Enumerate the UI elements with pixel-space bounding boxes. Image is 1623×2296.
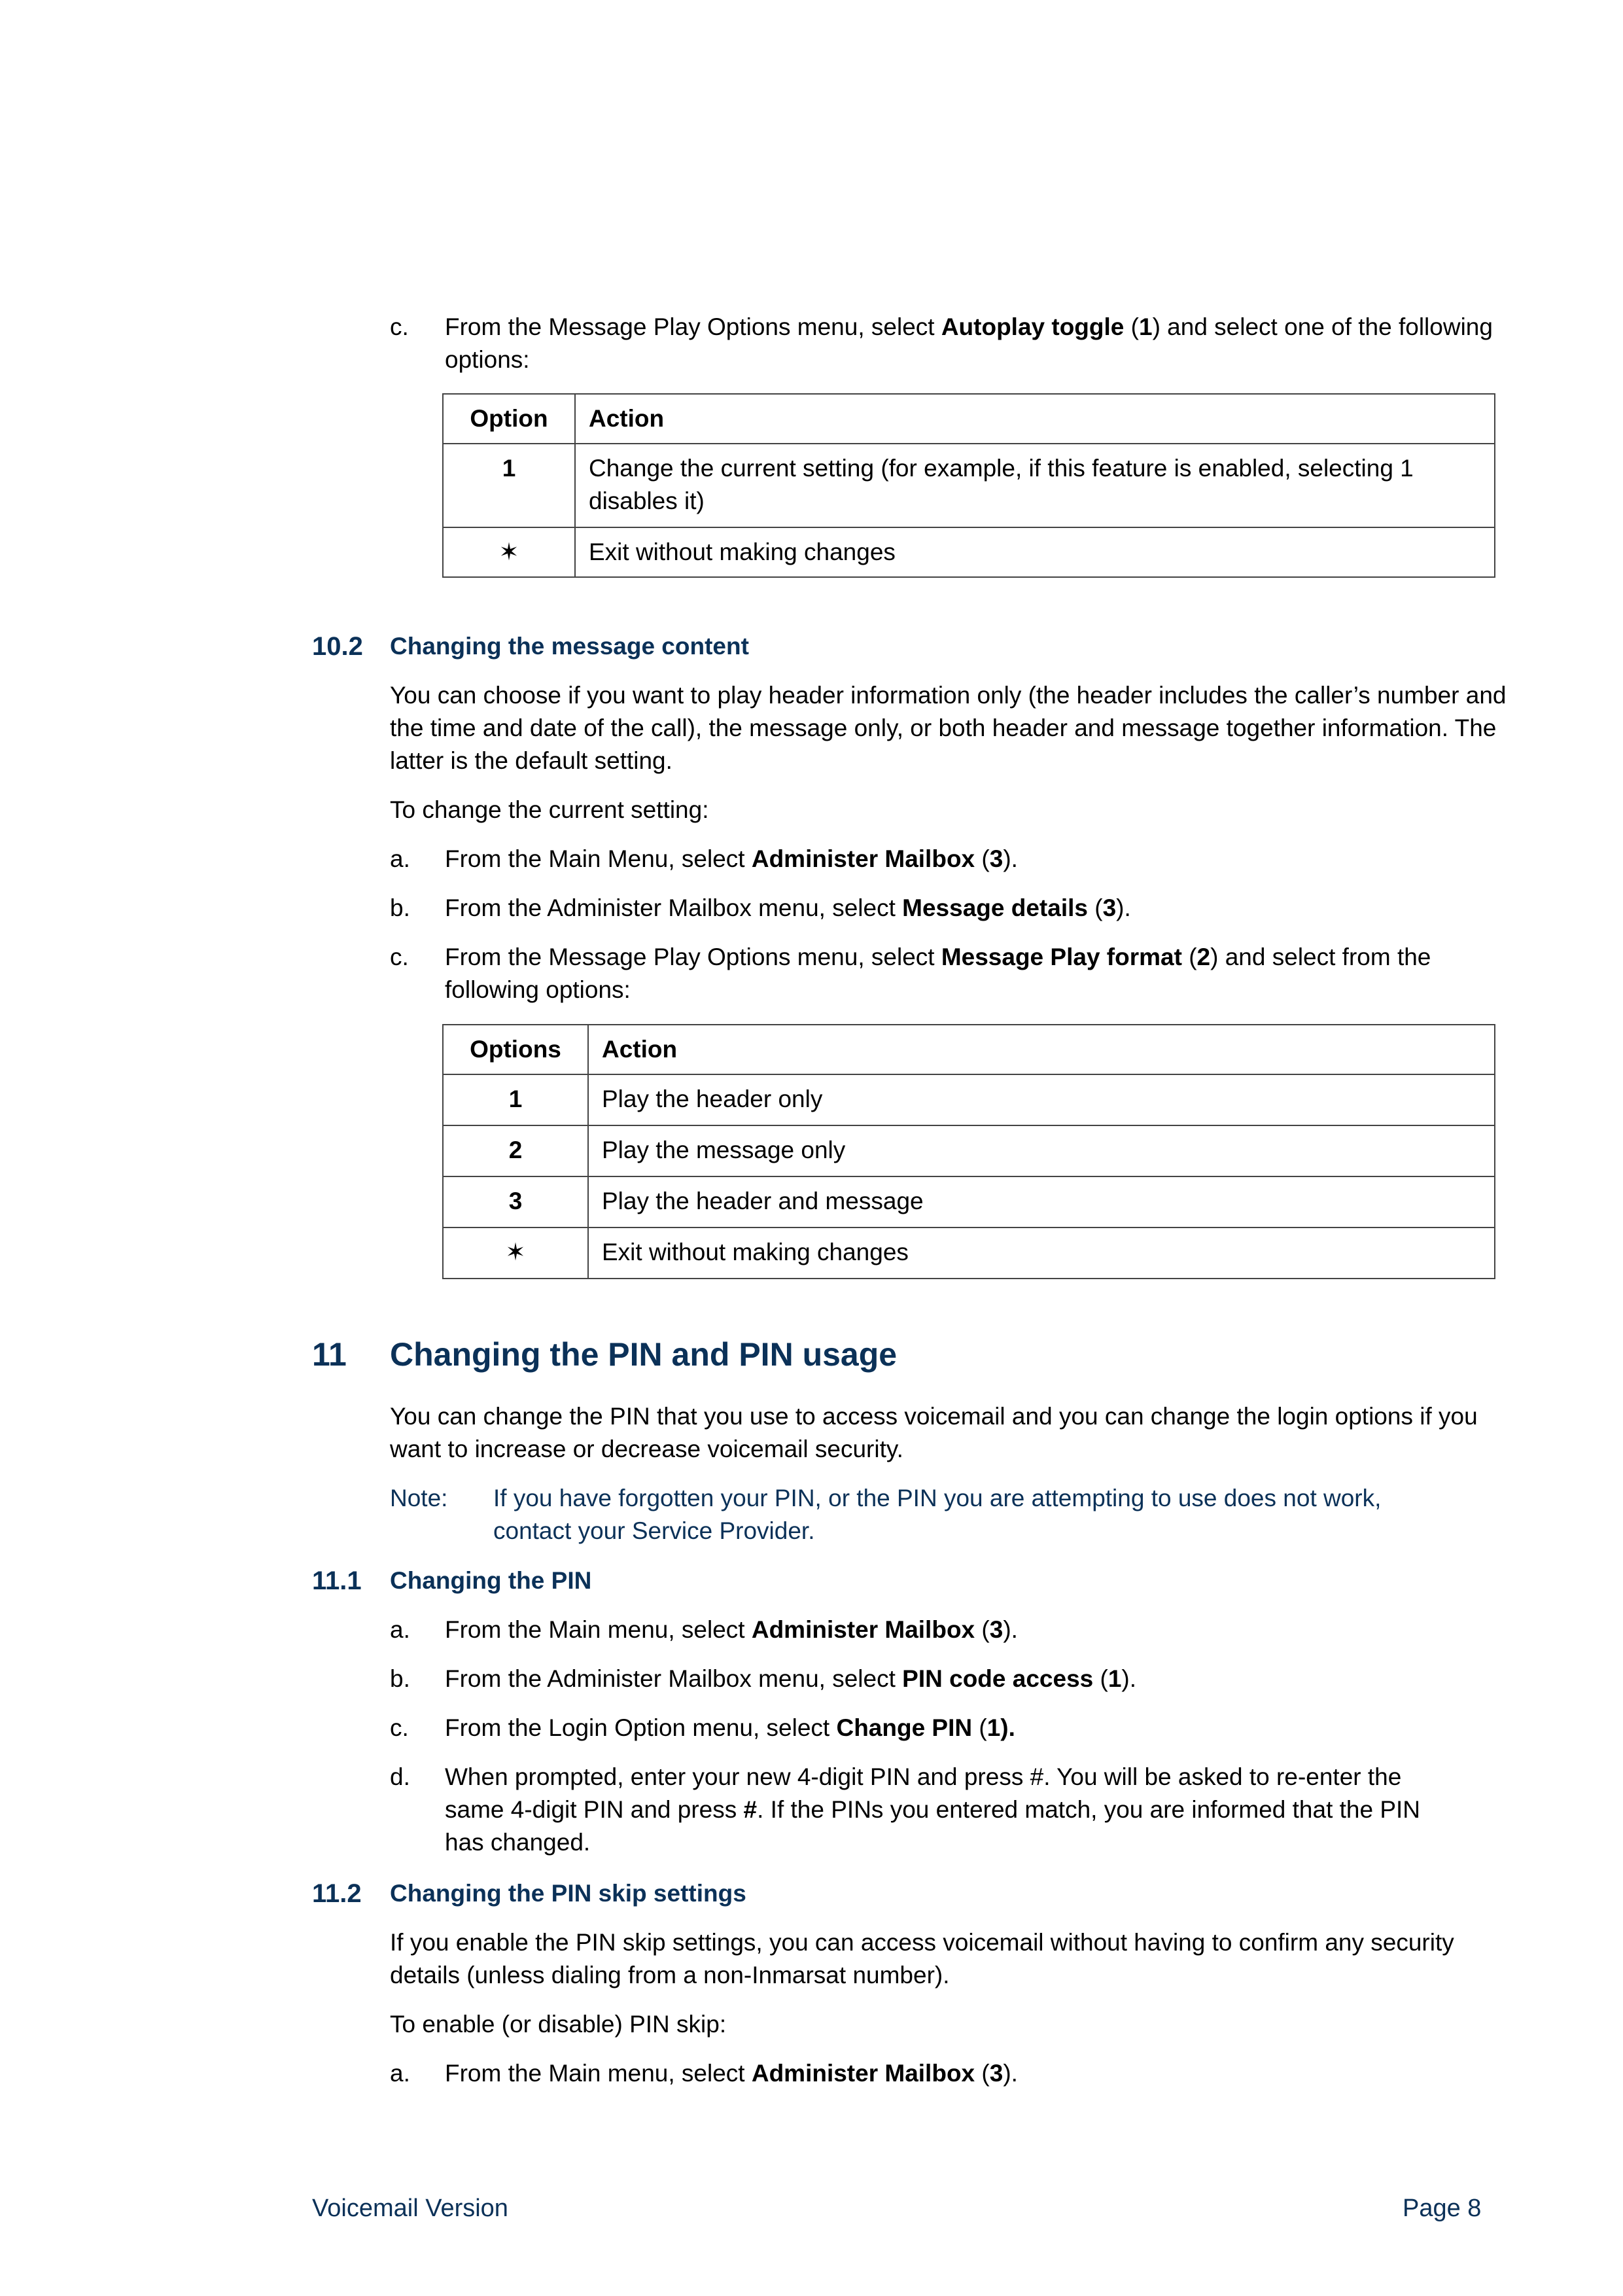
section-number: 10.2 <box>312 632 363 661</box>
option-action: Play the message only <box>588 1125 1495 1176</box>
option-key: 1 <box>443 444 575 527</box>
menu-option-name: Change PIN <box>836 1714 973 1741</box>
section-heading <box>312 630 1490 663</box>
table-row <box>443 1176 1495 1227</box>
option-action: Play the header and message <box>588 1176 1495 1227</box>
table-row <box>443 444 1495 527</box>
menu-option-name: Administer Mailbox <box>751 845 975 872</box>
table-header-row <box>443 394 1495 444</box>
paragraph: You can choose if you want to play header information only (the header includes the caller’s number and the time and date of the call), the message only, or both header and message together information. The latter is the default setting. <box>390 682 1507 774</box>
step-text: From the Administer Mailbox menu, select PIN code access (1). <box>445 1665 1137 1692</box>
menu-key: 1 <box>1138 313 1153 340</box>
step-label: c. <box>390 1714 409 1741</box>
option-key: 3 <box>443 1176 588 1227</box>
step-label: a. <box>390 845 410 872</box>
menu-key: 2 <box>1196 944 1211 970</box>
menu-key: 1 <box>986 1714 1001 1741</box>
footer-page-number: Page 8 <box>1403 2195 1482 2222</box>
paragraph: To change the current setting: <box>390 796 709 823</box>
options-table <box>442 393 1495 578</box>
step-label: b. <box>390 894 410 921</box>
option-action: Play the header only <box>588 1074 1495 1125</box>
table-row <box>443 527 1495 577</box>
step-label: c. <box>390 944 409 970</box>
step-text: From the Message Play Options menu, select Message Play format (2) and select from the following options: <box>445 944 1431 1003</box>
step-text: From the Administer Mailbox menu, select Message details (3). <box>445 894 1131 921</box>
menu-key: 1 <box>1108 1665 1122 1692</box>
column-header-action: Action <box>575 394 1495 444</box>
step-label: d. <box>390 1763 410 1790</box>
step-text: From the Main Menu, select Administer Mailbox (3). <box>445 845 1018 872</box>
step-label: a. <box>390 2060 410 2087</box>
section-title: Changing the message content <box>390 633 749 660</box>
paragraph: If you enable the PIN skip settings, you can access voicemail without having to confirm any security details (unless dialing from a non-Inmarsat number). <box>390 1929 1454 1988</box>
paragraph: To enable (or disable) PIN skip: <box>390 2011 727 2038</box>
key-symbol: # <box>743 1796 758 1823</box>
footer-document-title: Voicemail Version <box>312 2195 508 2222</box>
menu-option-name: Administer Mailbox <box>751 1616 975 1643</box>
note-text: If you have forgotten your PIN, or the PIN you are attempting to use does not work, contact your Service Provider. <box>493 1485 1382 1544</box>
step-text: From the Main menu, select Administer Mailbox (3). <box>445 1616 1018 1643</box>
note-label: Note: <box>390 1485 448 1511</box>
section-title: Changing the PIN skip settings <box>390 1880 746 1907</box>
options-table <box>442 1024 1495 1279</box>
step-label: b. <box>390 1665 410 1692</box>
step-label: a. <box>390 1616 410 1643</box>
section-number: 11.2 <box>312 1879 362 1908</box>
step-text: When prompted, enter your new 4-digit PIN and press #. You will be asked to re-enter the same 4-digit PIN and press #. If the PINs you entered match, you are informed that the PIN has changed. <box>445 1763 1421 1856</box>
column-header-option: Option <box>443 394 575 444</box>
section-number: 11.1 <box>312 1566 362 1595</box>
option-key: 2 <box>443 1125 588 1176</box>
option-key: ✶ <box>443 1227 588 1279</box>
menu-option-name: PIN code access <box>902 1665 1094 1692</box>
step-text: From the Main menu, select Administer Mailbox (3). <box>445 2060 1018 2087</box>
option-key: 1 <box>443 1074 588 1125</box>
option-action: Exit without making changes <box>588 1227 1495 1279</box>
table-header-row <box>443 1025 1495 1074</box>
chapter-heading <box>312 1335 1490 1374</box>
step-label: c. <box>390 313 409 340</box>
menu-key: 3 <box>989 845 1003 872</box>
menu-key: 3 <box>989 1616 1003 1643</box>
menu-option-name: Message details <box>902 894 1088 921</box>
paragraph: You can change the PIN that you use to access voicemail and you can change the login options if you want to increase or decrease voicemail security. <box>390 1403 1478 1462</box>
menu-key: 3 <box>1102 894 1117 921</box>
chapter-title: Changing the PIN and PIN usage <box>390 1336 898 1373</box>
option-action: Exit without making changes <box>575 527 1495 577</box>
step-text: From the Message Play Options menu, select Autoplay toggle (1) and select one of the following options: <box>445 313 1493 373</box>
menu-option-name: Administer Mailbox <box>751 2060 975 2087</box>
table-row <box>443 1074 1495 1125</box>
option-action: Change the current setting (for example, if this feature is enabled, selecting 1 disables it) <box>575 444 1495 527</box>
step-text: From the Login Option menu, select Change PIN (1). <box>445 1714 1015 1741</box>
section-heading <box>312 1564 1490 1597</box>
section-heading <box>312 1877 1490 1910</box>
menu-key: 3 <box>989 2060 1003 2087</box>
column-header-action: Action <box>588 1025 1495 1074</box>
chapter-number: 11 <box>312 1336 347 1373</box>
option-key: ✶ <box>443 527 575 577</box>
note <box>390 1482 1515 1547</box>
column-header-option: Options <box>443 1025 588 1074</box>
menu-option-name: Autoplay toggle <box>941 313 1125 340</box>
table-row <box>443 1227 1495 1279</box>
table-row <box>443 1125 1495 1176</box>
section-title: Changing the PIN <box>390 1567 592 1594</box>
menu-option-name: Message Play format <box>941 944 1182 970</box>
